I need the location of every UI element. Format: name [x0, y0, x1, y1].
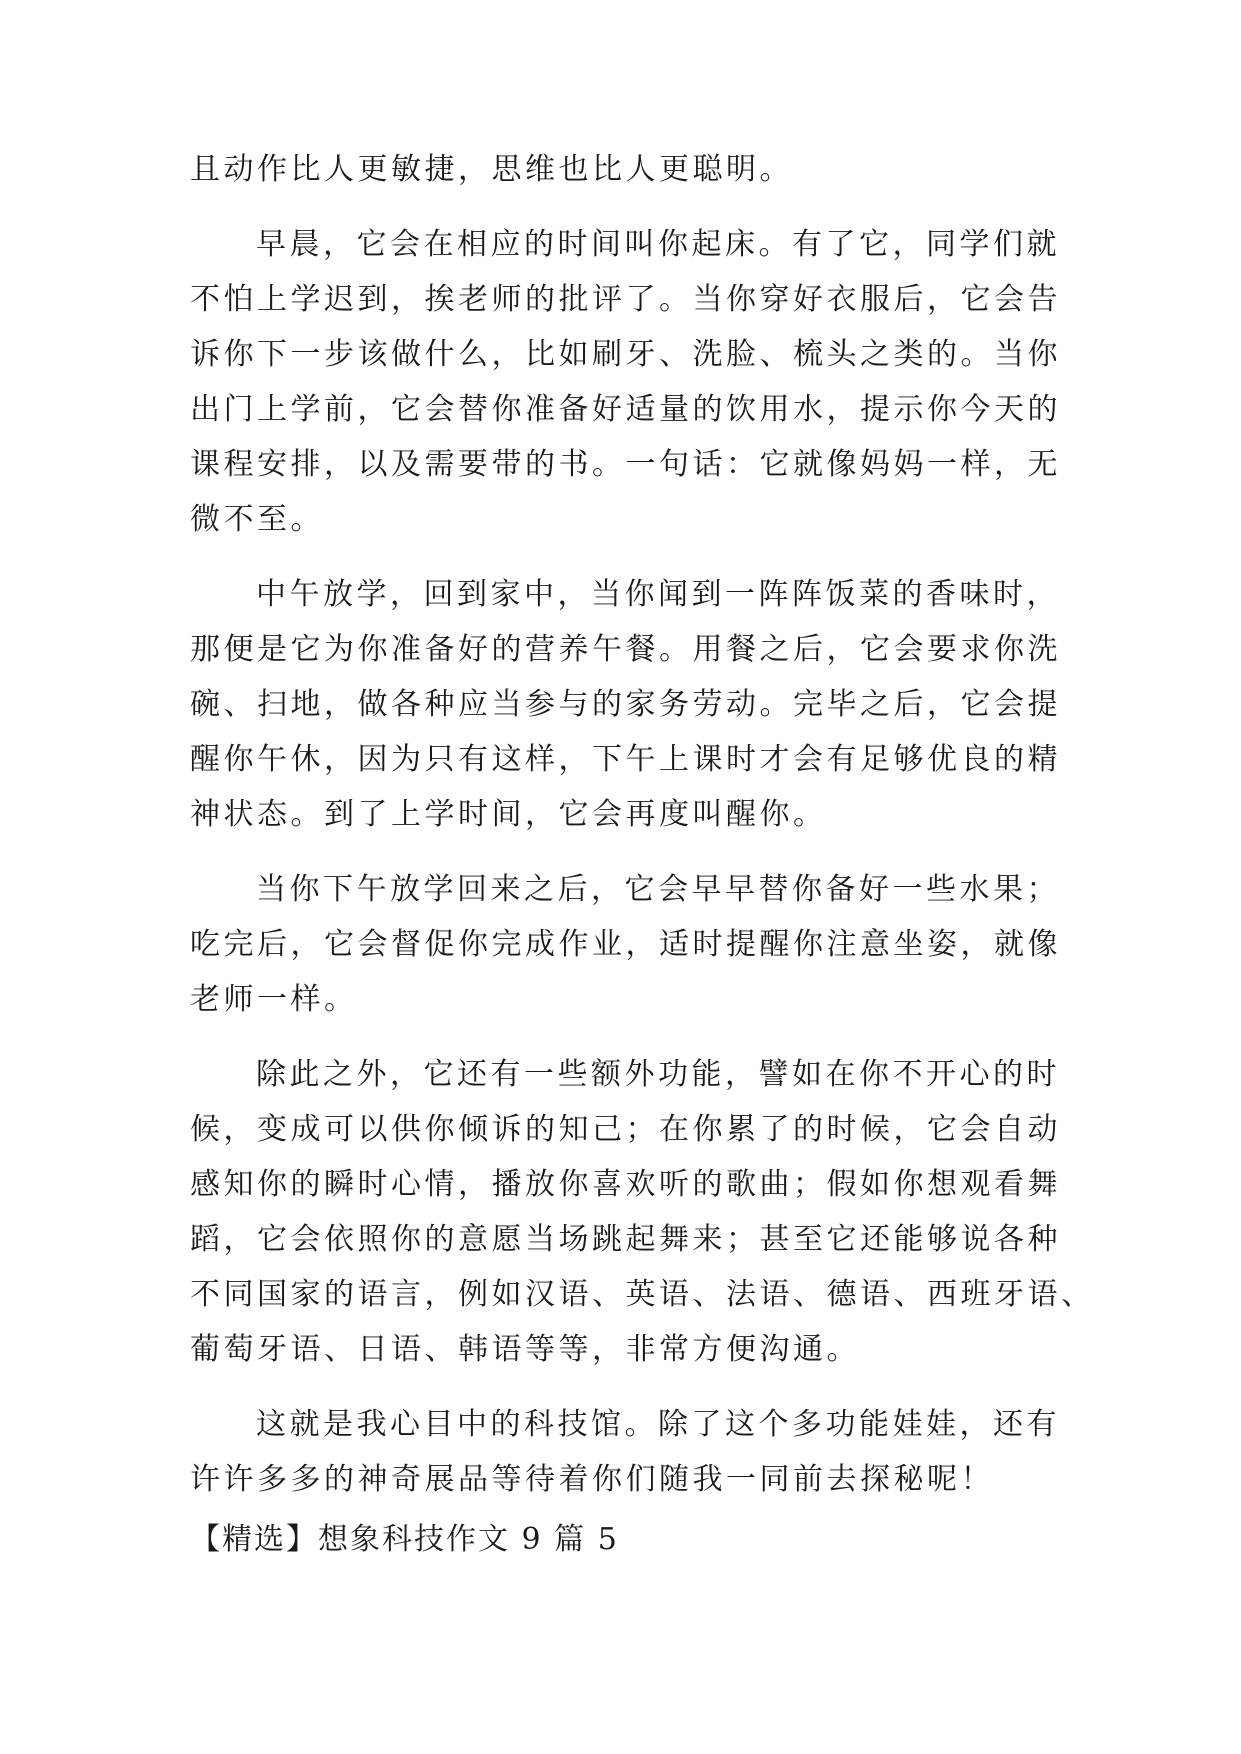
- text-line: 微不至。: [190, 502, 324, 537]
- text-line: 且动作比人更敏捷，思维也比人更聪明。: [190, 152, 793, 187]
- paragraph-first-line: 中午放学，回到家中，当你闻到一阵阵饭菜的香味时，: [256, 577, 1060, 612]
- text-line: 老师一样。: [190, 982, 358, 1017]
- text-line: 不同国家的语言，例如汉语、英语、法语、德语、西班牙语、: [190, 1277, 1095, 1312]
- text-line: 醒你午休，因为只有这样，下午上课时才会有足够优良的精: [190, 742, 1061, 777]
- text-line: 出门上学前，它会替你准备好适量的饮用水，提示你今天的: [190, 392, 1061, 427]
- text-line: 神状态。到了上学时间，它会再度叫醒你。: [190, 797, 827, 832]
- text-line: 诉你下一步该做什么，比如刷牙、洗脸、梳头之类的。当你: [190, 337, 1061, 372]
- text-line: 候，变成可以供你倾诉的知己；在你累了的时候，它会自动: [190, 1112, 1061, 1147]
- paragraph-first-line: 除此之外，它还有一些额外功能，譬如在你不开心的时: [256, 1057, 1060, 1092]
- paragraph-first-line: 早晨，它会在相应的时间叫你起床。有了它，同学们就: [256, 227, 1060, 262]
- text-line: 许许多多的神奇展品等待着你们随我一同前去探秘呢！: [190, 1462, 994, 1497]
- text-line: 蹈，它会依照你的意愿当场跳起舞来；甚至它还能够说各种: [190, 1222, 1061, 1257]
- text-line: 那便是它为你准备好的营养午餐。用餐之后，它会要求你洗: [190, 632, 1061, 667]
- paragraph-first-line: 当你下午放学回来之后，它会早早替你备好一些水果；: [256, 872, 1060, 907]
- paragraph-first-line: 这就是我心目中的科技馆。除了这个多功能娃娃，还有: [256, 1407, 1060, 1442]
- text-line: 不怕上学迟到，挨老师的批评了。当你穿好衣服后，它会告: [190, 282, 1061, 317]
- text-line: 课程安排，以及需要带的书。一句话：它就像妈妈一样，无: [190, 447, 1061, 482]
- section-heading: 【精选】想象科技作文 9 篇 5: [190, 1522, 619, 1557]
- text-line: 葡萄牙语、日语、韩语等等，非常方便沟通。: [190, 1332, 860, 1367]
- text-line: 碗、扫地，做各种应当参与的家务劳动。完毕之后，它会提: [190, 687, 1061, 722]
- text-line: 感知你的瞬时心情，播放你喜欢听的歌曲；假如你想观看舞: [190, 1167, 1061, 1202]
- text-line: 吃完后，它会督促你完成作业，适时提醒你注意坐姿，就像: [190, 927, 1061, 962]
